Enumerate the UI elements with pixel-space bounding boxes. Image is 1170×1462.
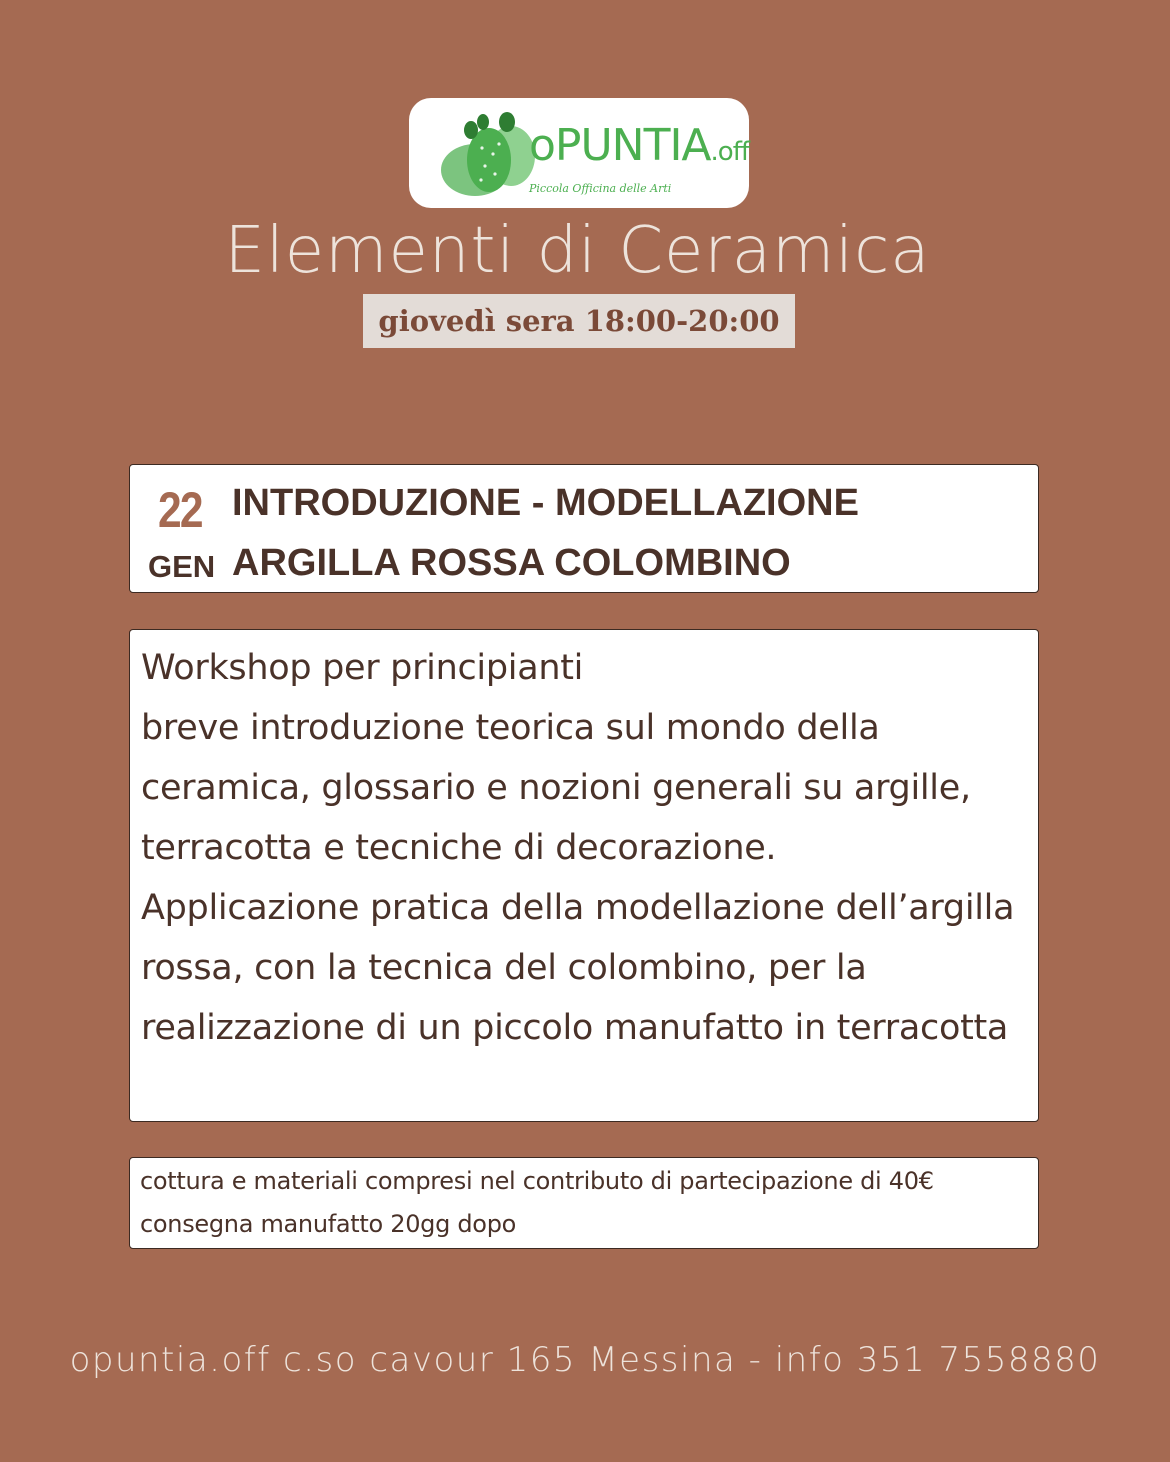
event-card	[129, 464, 1039, 593]
footer-contact: opuntia.off c.so cavour 165 Messina - info 351 7558880	[69, 1340, 1101, 1380]
event-month: GEN	[148, 549, 216, 584]
logo	[409, 98, 749, 208]
description-text: Workshop per principianti breve introduzione teorica sul mondo della ceramica, glossario e nozioni generali su argille, terracotta e tecniche di decorazione. Applicazione pratica della modellazione dell’argilla rossa, con la tecnica del colombino, per la realizzazione di un piccolo manufatto in terracotta	[141, 648, 1015, 1048]
logo-tagline: Piccola Officina delle Arti	[529, 182, 672, 195]
note-card	[129, 1157, 1039, 1249]
note-text: cottura e materiali compresi nel contributo di partecipazione di 40€ consegna manufatto 20gg dopo	[140, 1167, 934, 1238]
event-day: 22	[158, 482, 202, 538]
logo-wordmark: oPUNTIA.off	[529, 120, 750, 171]
description-card	[129, 629, 1039, 1122]
schedule-badge: giovedì sera 18:00-20:00	[363, 294, 795, 348]
event-title: INTRODUZIONE - MODELLAZIONE ARGILLA ROSSA COLOMBINO	[232, 482, 859, 584]
page-title: Elementi di Ceramica	[224, 214, 931, 288]
cactus-icon	[437, 108, 537, 198]
